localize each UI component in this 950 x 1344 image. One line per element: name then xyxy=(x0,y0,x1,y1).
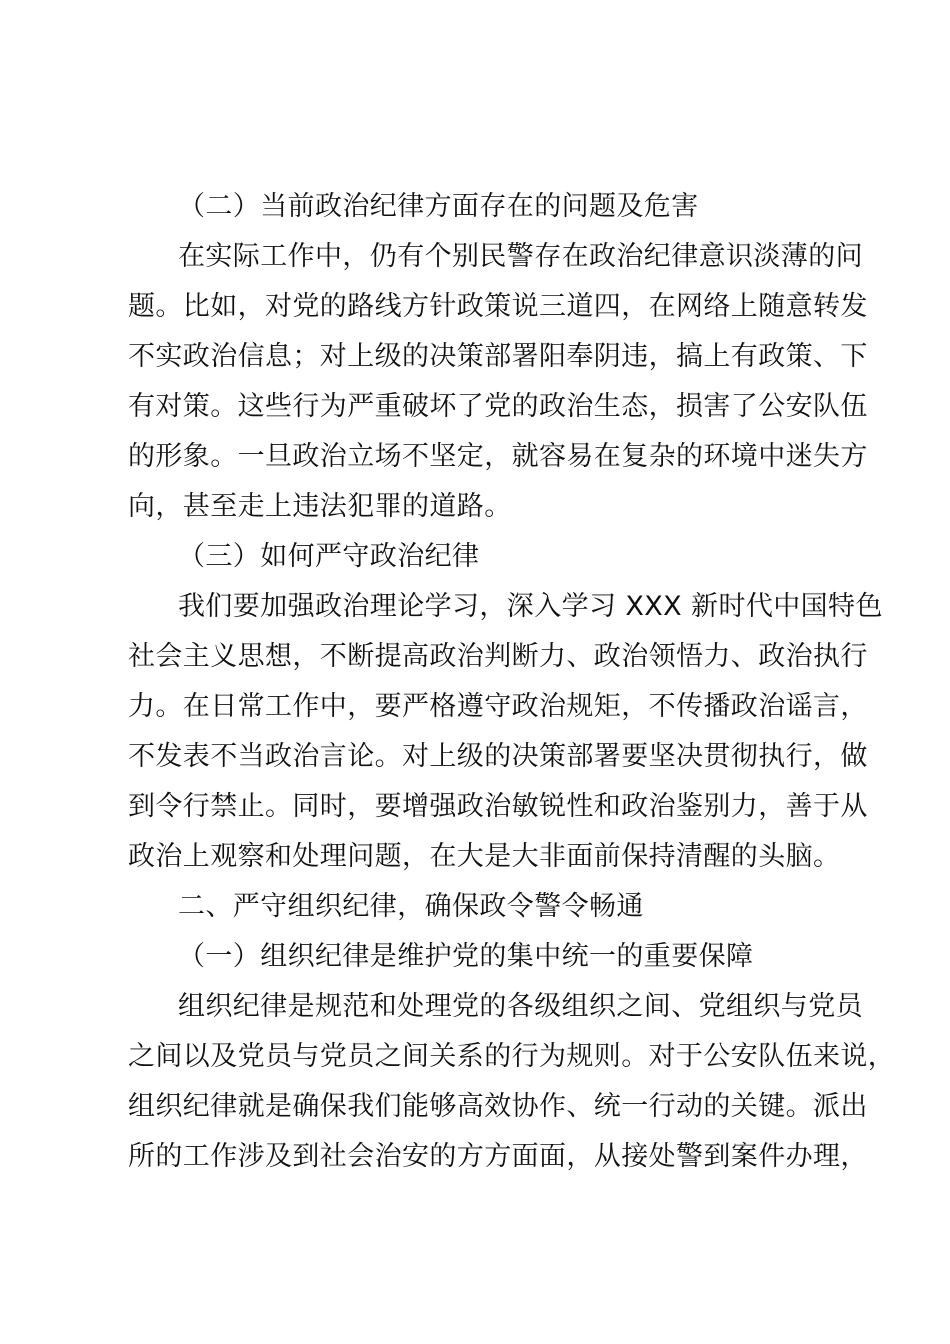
paragraph-line: 向，甚至走上违法犯罪的道路。 xyxy=(128,491,512,522)
paragraph-line: 有对策。这些行为严重破坏了党的政治生态，损害了公安队伍 xyxy=(128,391,868,422)
paragraph-line: 到令行禁止。同时，要增强政治敏锐性和政治鉴别力，善于从 xyxy=(128,791,868,822)
paragraph-line: 之间以及党员与党员之间关系的行为规则。对于公安队伍来说， xyxy=(128,1041,896,1072)
paragraph-line: 我们要加强政治理论学习，深入学习 XXX 新时代中国特色 xyxy=(178,591,883,622)
paragraph-line: 不实政治信息；对上级的决策部署阳奉阴违，搞上有政策、下 xyxy=(128,341,868,372)
paragraph-line: 的形象。一旦政治立场不坚定，就容易在复杂的环境中迷失方 xyxy=(128,441,868,472)
paragraph-line: 题。比如，对党的路线方针政策说三道四，在网络上随意转发 xyxy=(128,291,868,322)
chapter-heading: 二、严守组织纪律，确保政令警令畅通 xyxy=(178,891,644,922)
paragraph-line: 所的工作涉及到社会治安的方方面面，从接处警到案件办理， xyxy=(128,1141,868,1172)
section-heading: （二）当前政治纪律方面存在的问题及危害 xyxy=(178,191,699,222)
paragraph-line: 政治上观察和处理问题，在大是大非面前保持清醒的头脑。 xyxy=(128,841,841,872)
paragraph-line: 不发表不当政治言论。对上级的决策部署要坚决贯彻执行，做 xyxy=(128,741,868,772)
paragraph-line: 在实际工作中，仍有个别民警存在政治纪律意识淡薄的问 xyxy=(178,241,863,272)
section-heading: （三）如何严守政治纪律 xyxy=(178,541,480,572)
paragraph-line: 组织纪律是规范和处理党的各级组织之间、党组织与党员 xyxy=(178,991,863,1022)
paragraph-line: 组织纪律就是确保我们能够高效协作、统一行动的关键。派出 xyxy=(128,1091,868,1122)
paragraph-line: 力。在日常工作中，要严格遵守政治规矩，不传播政治谣言， xyxy=(128,691,868,722)
paragraph-line: 社会主义思想，不断提高政治判断力、政治领悟力、政治执行 xyxy=(128,641,868,672)
section-heading: （一）组织纪律是维护党的集中统一的重要保障 xyxy=(178,941,754,972)
